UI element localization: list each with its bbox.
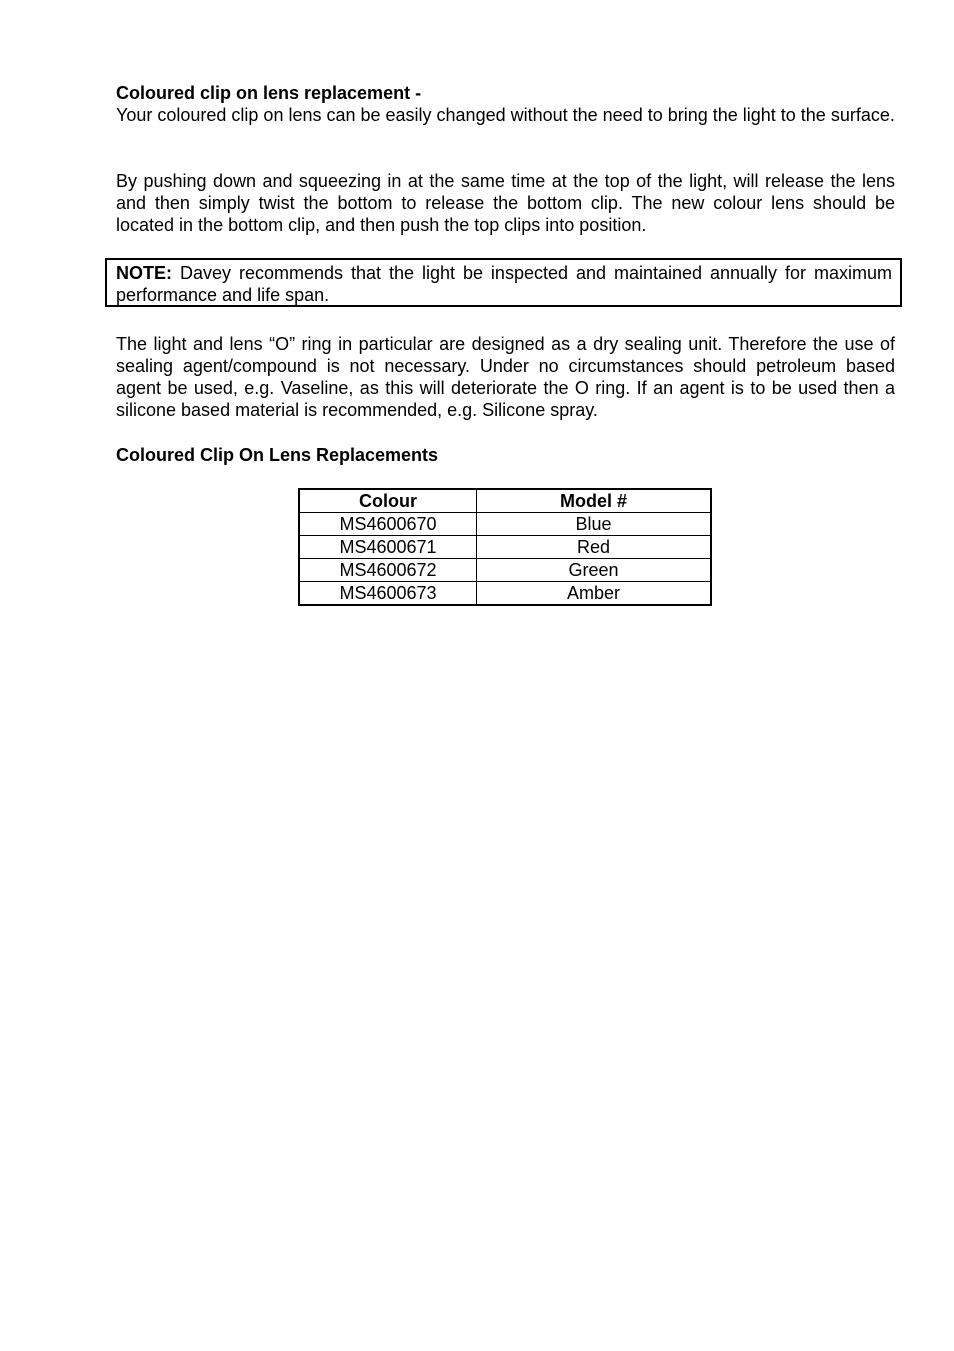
table-row [299, 559, 711, 582]
lens-replacements-table [298, 488, 712, 606]
table-row [299, 536, 711, 559]
table-cell: Green [477, 559, 712, 582]
note-label: NOTE: [116, 263, 172, 283]
section-heading-lens-replacements-table: Coloured Clip On Lens Replacements [116, 445, 439, 465]
section-heading-lens-replacement: Coloured clip on lens replacement - [116, 83, 422, 103]
table-cell: Blue [477, 513, 712, 536]
table-cell: MS4600672 [299, 559, 477, 582]
paragraph-o-ring-sealing: The light and lens “O” ring in particular are designed as a dry sealing unit. Therefore the use of sealing agent/compound is not necessary. Under no circumstances should petroleum based agent be used, e.g. Vaseline, as this will deteriorate the O ring. If an agent is to be used then a silicone based material is recommended, e.g. Silicone spray. [116, 334, 895, 420]
table-cell: MS4600671 [299, 536, 477, 559]
table-cell: MS4600673 [299, 582, 477, 606]
table-row [299, 582, 711, 606]
note-box [105, 258, 902, 307]
table-header-row [299, 489, 711, 513]
table-header-model: Model # [477, 489, 712, 513]
table-cell: Red [477, 536, 712, 559]
paragraph-lens-change-steps: By pushing down and squeezing in at the same time at the top of the light, will release the lens and then simply twist the bottom to release the bottom clip. The new colour lens should be located in the bottom clip, and then push the top clips into position. [116, 171, 895, 235]
table-header-colour: Colour [299, 489, 477, 513]
table-row [299, 513, 711, 536]
table-cell: MS4600670 [299, 513, 477, 536]
paragraph-lens-change-intro: Your coloured clip on lens can be easily changed without the need to bring the light to the surface. [116, 105, 895, 125]
table-cell: Amber [477, 582, 712, 606]
note-text: Davey recommends that the light be inspected and maintained annually for maximum performance and life span. [116, 263, 892, 305]
